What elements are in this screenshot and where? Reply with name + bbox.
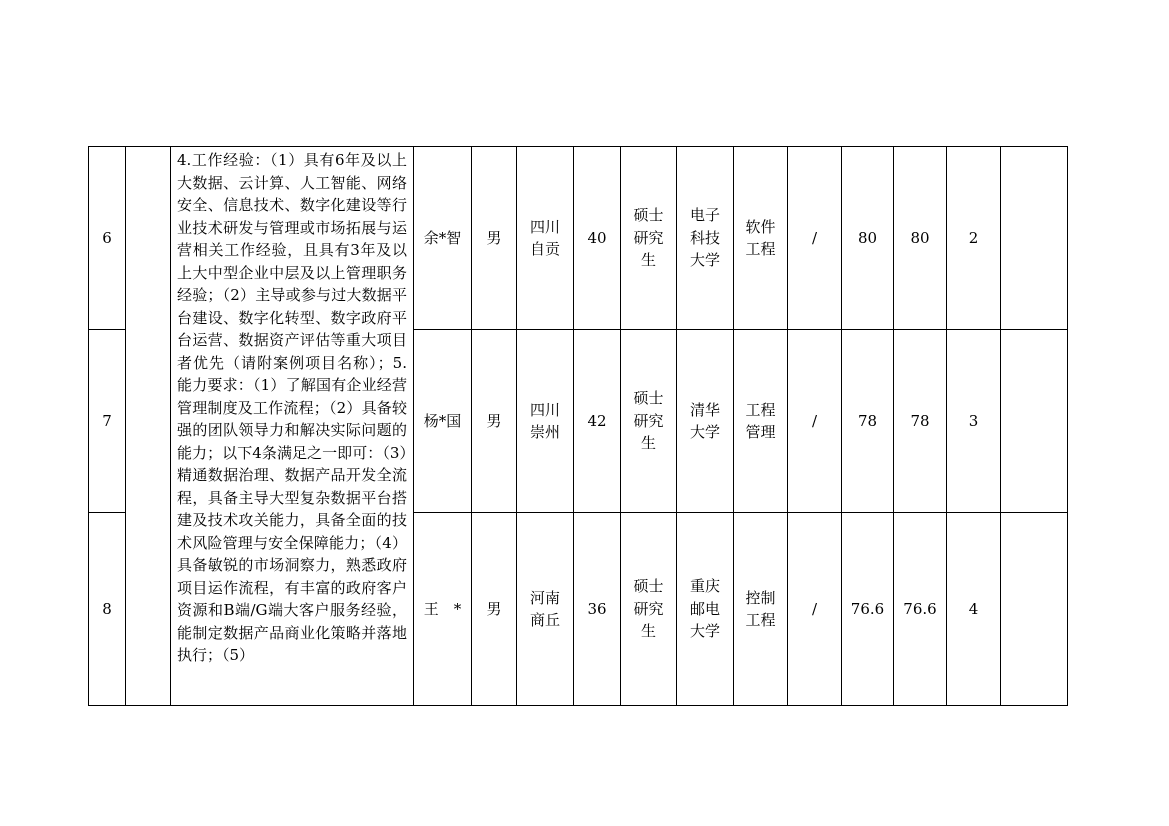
requirements-cell: 4.工作经验：（1）具有6年及以上大数据、云计算、人工智能、网络安全、信息技术、数字化建设等行业技术研发与管理或市场拓展与运营相关工作经验，且具有3年及以上大中型企业中层及以上管理职务经验；（2）主导或参与过大数据平台建设、数字化转型、数字政府平台运营、数据资产评估等重大项目者优先（请附案例项目名称）；5.能力要求：（1）了解国有企业经营管理制度及工作流程；（2）具备较强的团队领导力和解决实际问题的能力；以下4条满足之一即可：（3）精通数据治理、数据产品开发全流程，具备主导大型复杂数据平台搭建及技术攻关能力，具备全面的技术风险管理与安全保障能力；（4）具备敏锐的市场洞察力，熟悉政府项目运作流程，有丰富的政府客户资源和B端/G端大客户服务经验，能制定数据产品商业化策略并落地执行；（5）	[171, 147, 414, 706]
candidate-name: 杨*国	[414, 330, 472, 513]
rank: 4	[947, 513, 1001, 706]
position-cell	[126, 147, 171, 706]
education: 硕士 研究 生	[621, 513, 677, 706]
candidate-name: 王 *	[414, 513, 472, 706]
extra-column: /	[788, 147, 842, 330]
row-index: 7	[89, 330, 126, 513]
score-2: 80	[894, 147, 947, 330]
remark	[1001, 147, 1068, 330]
school: 电子 科技 大学	[677, 147, 734, 330]
school: 清华 大学	[677, 330, 734, 513]
gender: 男	[472, 330, 517, 513]
age: 40	[574, 147, 621, 330]
major: 软件 工程	[734, 147, 788, 330]
candidate-name: 余*智	[414, 147, 472, 330]
rank: 2	[947, 147, 1001, 330]
origin: 四川 崇州	[517, 330, 574, 513]
origin: 四川 自贡	[517, 147, 574, 330]
major: 控制 工程	[734, 513, 788, 706]
education: 硕士 研究 生	[621, 147, 677, 330]
age: 36	[574, 513, 621, 706]
score-1: 80	[842, 147, 894, 330]
school: 重庆 邮电 大学	[677, 513, 734, 706]
score-2: 78	[894, 330, 947, 513]
extra-column: /	[788, 330, 842, 513]
score-1: 78	[842, 330, 894, 513]
education: 硕士 研究 生	[621, 330, 677, 513]
table-row	[89, 147, 1068, 330]
remark	[1001, 330, 1068, 513]
major: 工程 管理	[734, 330, 788, 513]
age: 42	[574, 330, 621, 513]
row-index: 6	[89, 147, 126, 330]
rank: 3	[947, 330, 1001, 513]
score-2: 76.6	[894, 513, 947, 706]
gender: 男	[472, 147, 517, 330]
gender: 男	[472, 513, 517, 706]
origin: 河南 商丘	[517, 513, 574, 706]
score-1: 76.6	[842, 513, 894, 706]
extra-column: /	[788, 513, 842, 706]
remark	[1001, 513, 1068, 706]
candidate-table	[88, 146, 1068, 706]
row-index: 8	[89, 513, 126, 706]
